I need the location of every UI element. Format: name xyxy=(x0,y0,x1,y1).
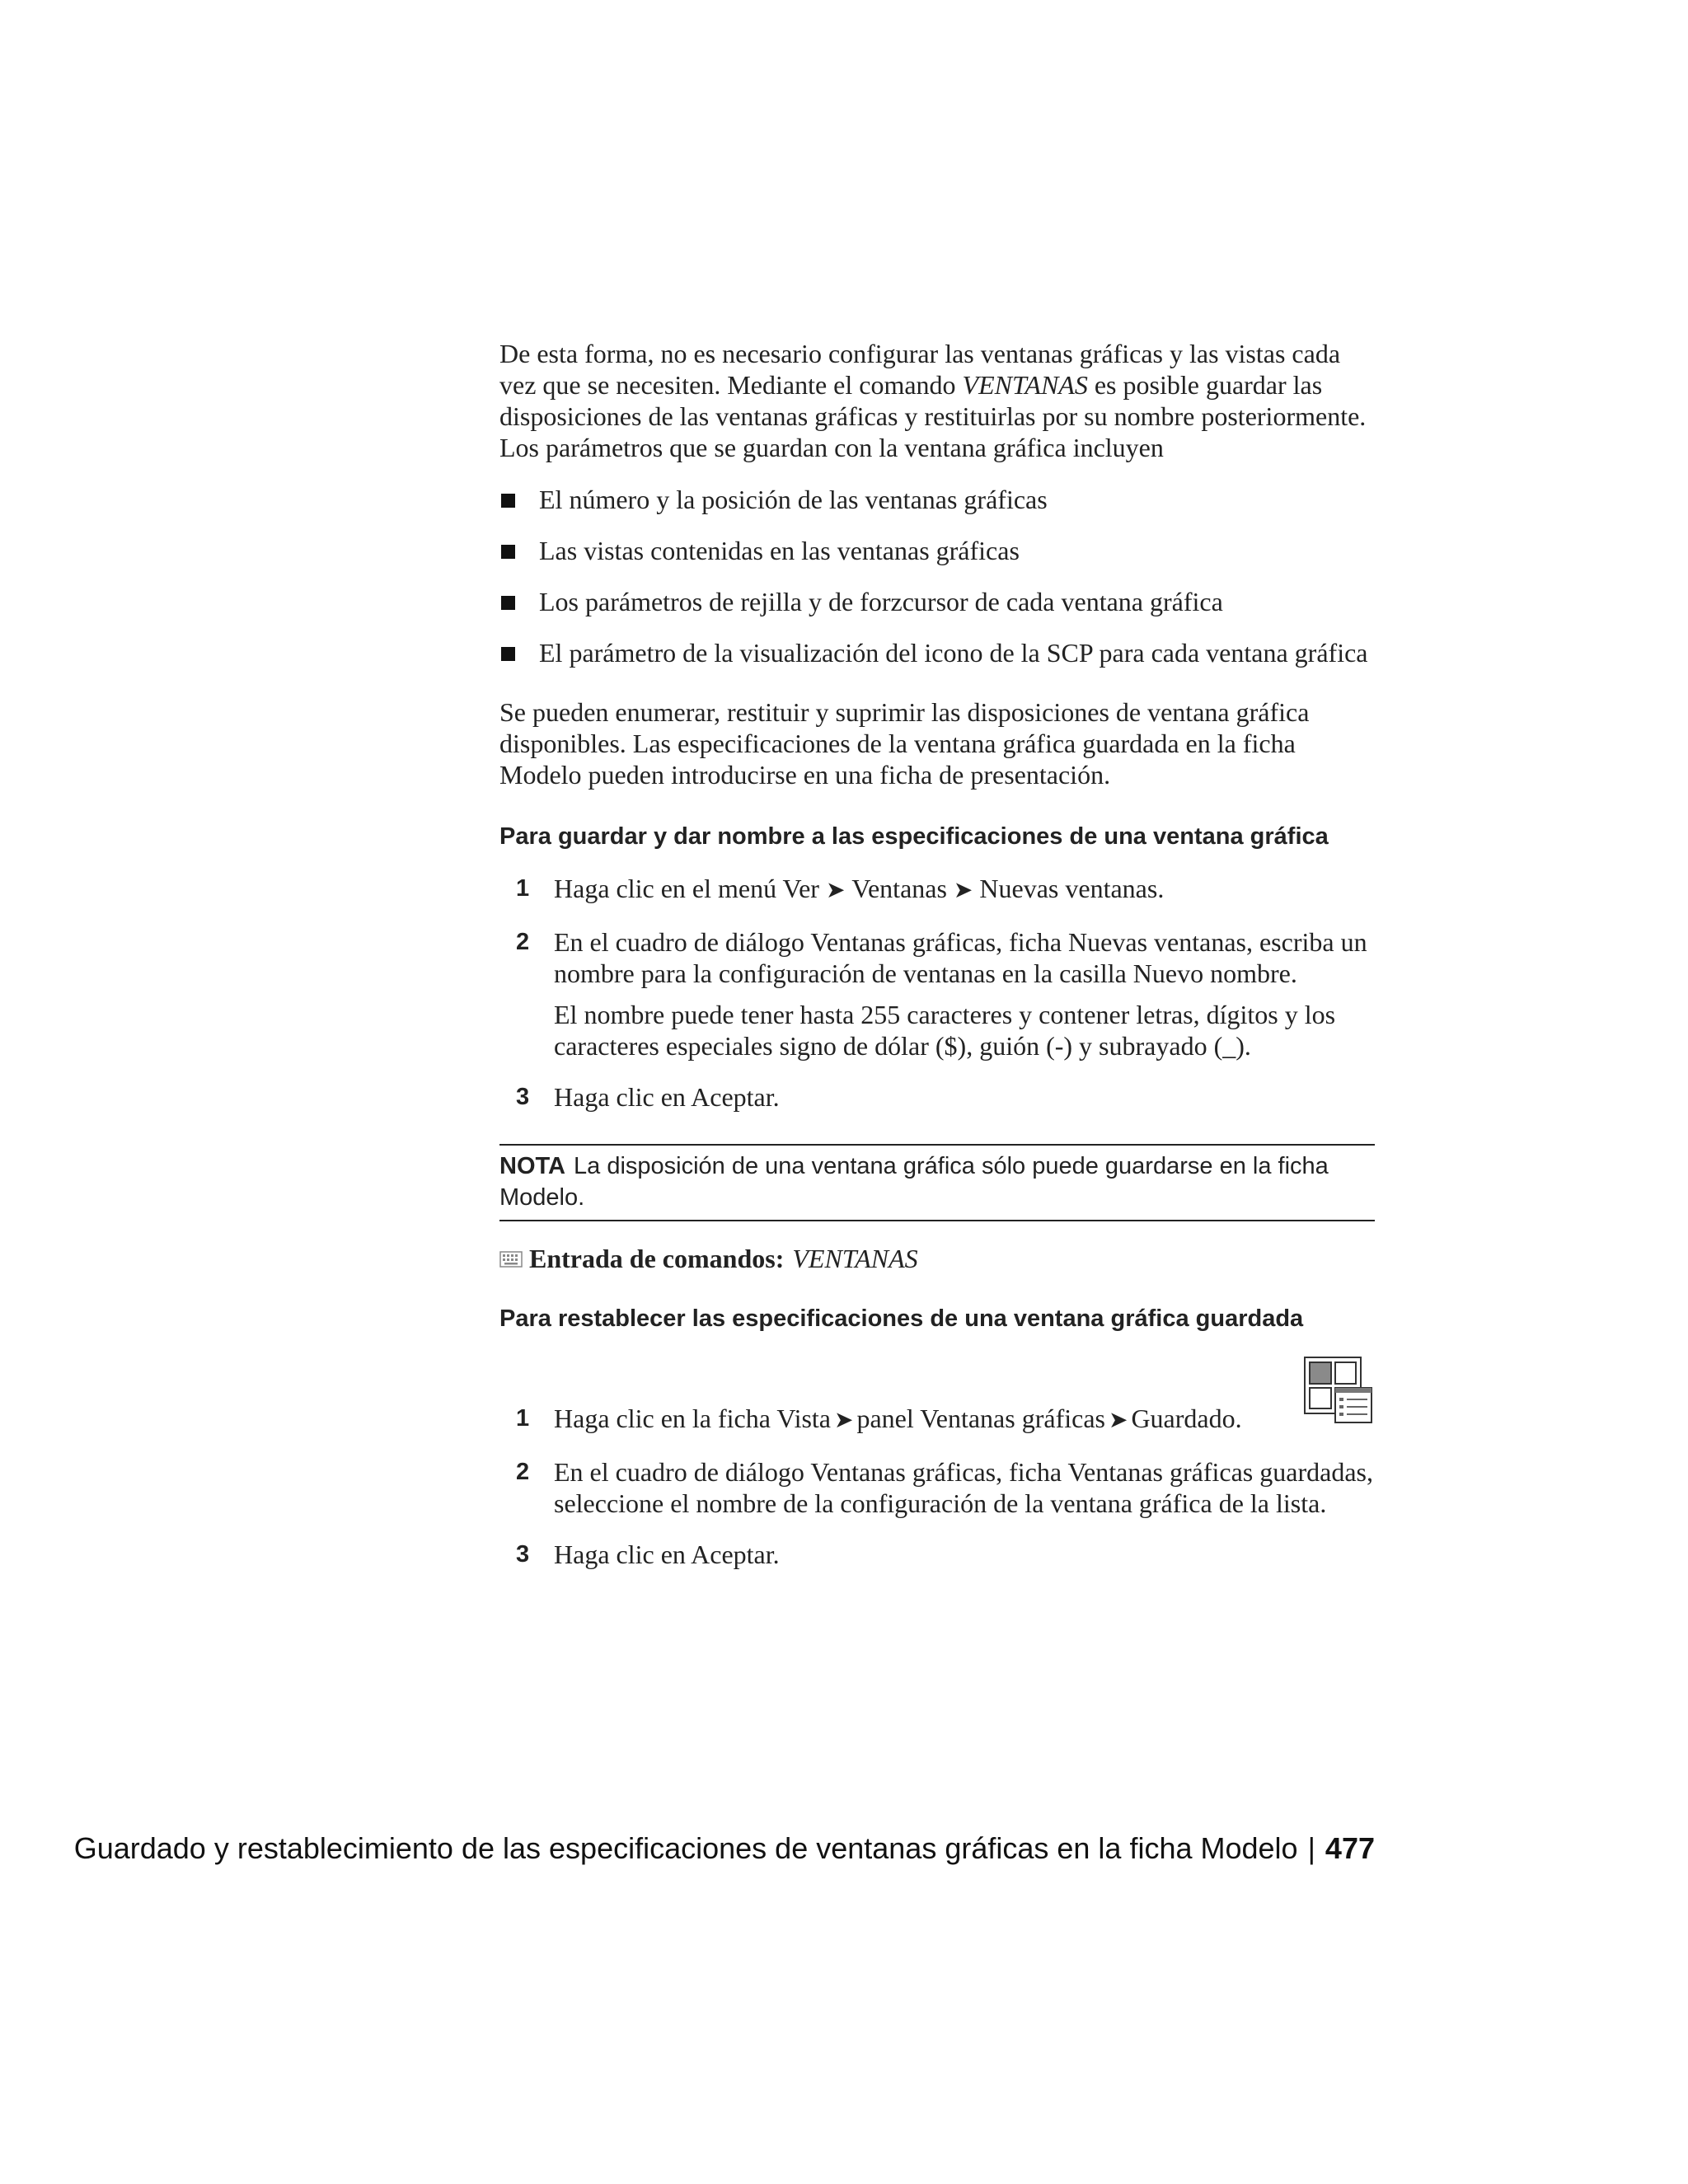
restore-procedure-steps xyxy=(499,1355,1375,1570)
save-procedure-steps xyxy=(499,873,1375,1113)
step-text: Haga clic en Aceptar. xyxy=(554,1082,780,1112)
step-number: 1 xyxy=(516,875,530,902)
bullet-item: Los parámetros de rejilla y de forzcursor de cada ventana gráfica xyxy=(499,586,1375,617)
step-text: En el cuadro de diálogo Ventanas gráficas, ficha Nuevas ventanas, escriba un nombre para la configuración de ventanas en la casilla Nuevo nombre. xyxy=(554,927,1367,988)
procedure-step xyxy=(499,1456,1375,1519)
page-number: 477 xyxy=(1325,1831,1375,1865)
bullet-square-icon xyxy=(501,596,515,610)
step-number: 2 xyxy=(516,929,530,955)
command-name: VENTANAS xyxy=(962,370,1088,400)
ribbon-arrow-icon: ➤ xyxy=(834,1408,854,1433)
ribbon-arrow-icon: ➤ xyxy=(1108,1408,1128,1433)
keyboard-icon xyxy=(499,1243,523,1274)
command-entry xyxy=(499,1243,1375,1274)
procedure-step xyxy=(499,1539,1375,1570)
layouts-paragraph: Se pueden enumerar, restituir y suprimir las disposiciones de ventana gráfica disponibles. Las especificaciones de la ventana gráfica guardada en la ficha Modelo pueden introducirse en una ficha de presentación. xyxy=(499,697,1310,790)
procedure-step xyxy=(499,1081,1375,1113)
bullet-item: El número y la posición de las ventanas gráficas xyxy=(499,484,1375,515)
note-label: NOTA xyxy=(499,1153,566,1179)
page-body xyxy=(499,338,1375,1590)
save-procedure-heading: Para guardar y dar nombre a las especificaciones de una ventana gráfica xyxy=(499,823,1329,850)
page-footer xyxy=(74,1830,1375,1867)
step-number: 2 xyxy=(516,1459,530,1485)
command-entry-value: VENTANAS xyxy=(792,1244,918,1273)
settings-bullet-list xyxy=(499,484,1375,668)
named-viewports-icon xyxy=(1302,1355,1375,1432)
footer-separator: | xyxy=(1307,1831,1315,1865)
procedure-step: 1 Haga clic en la ficha Vista ➤ panel Ventanas gráficas ➤ Guardado. xyxy=(499,1355,1375,1436)
command-entry-label: Entrada de comandos: xyxy=(529,1244,785,1273)
menu-arrow-icon: ➤ xyxy=(825,878,846,903)
footer-title: Guardado y restablecimiento de las especificaciones de ventanas gráficas en la ficha Modelo xyxy=(73,1831,1298,1865)
step-number: 3 xyxy=(516,1084,530,1110)
bullet-item: Las vistas contenidas en las ventanas gráficas xyxy=(499,535,1375,566)
step-subtext: El nombre puede tener hasta 255 caracteres y contener letras, dígitos y los caracteres especiales signo de dólar ($), guión (-) y subrayado (_). xyxy=(554,1000,1336,1061)
step-text: En el cuadro de diálogo Ventanas gráficas, ficha Ventanas gráficas guardadas, seleccione el nombre de la configuración de la ventana gráfica de la lista. xyxy=(554,1457,1373,1518)
restore-procedure-heading: Para restablecer las especificaciones de una ventana gráfica guardada xyxy=(499,1305,1304,1332)
note-box xyxy=(499,1144,1375,1221)
bullet-square-icon xyxy=(501,494,515,508)
menu-arrow-icon: ➤ xyxy=(953,878,973,903)
note-text: La disposición de una ventana gráfica sólo puede guardarse en la ficha Modelo. xyxy=(499,1153,1329,1211)
bullet-square-icon xyxy=(501,545,515,559)
bullet-square-icon xyxy=(501,647,515,661)
procedure-step xyxy=(499,926,1375,1062)
intro-paragraph: De esta forma, no es necesario configurar las ventanas gráficas y las vistas cada vez que se necesiten. Mediante el comando VENTANAS es posible guardar las disposiciones de las ventanas gráficas y restituirlas por su nombre posteriormente. Los parámetros que se guardan con la ventana gráfica incluyen xyxy=(499,339,1367,462)
step-number: 1 xyxy=(516,1405,530,1432)
step-text: Haga clic en Aceptar. xyxy=(554,1540,780,1569)
procedure-step: 1 Haga clic en el menú Ver ➤ Ventanas ➤ Nuevas ventanas. xyxy=(516,874,1165,903)
bullet-item: El parámetro de la visualización del icono de la SCP para cada ventana gráfica xyxy=(499,637,1375,668)
step-number: 3 xyxy=(516,1541,530,1568)
